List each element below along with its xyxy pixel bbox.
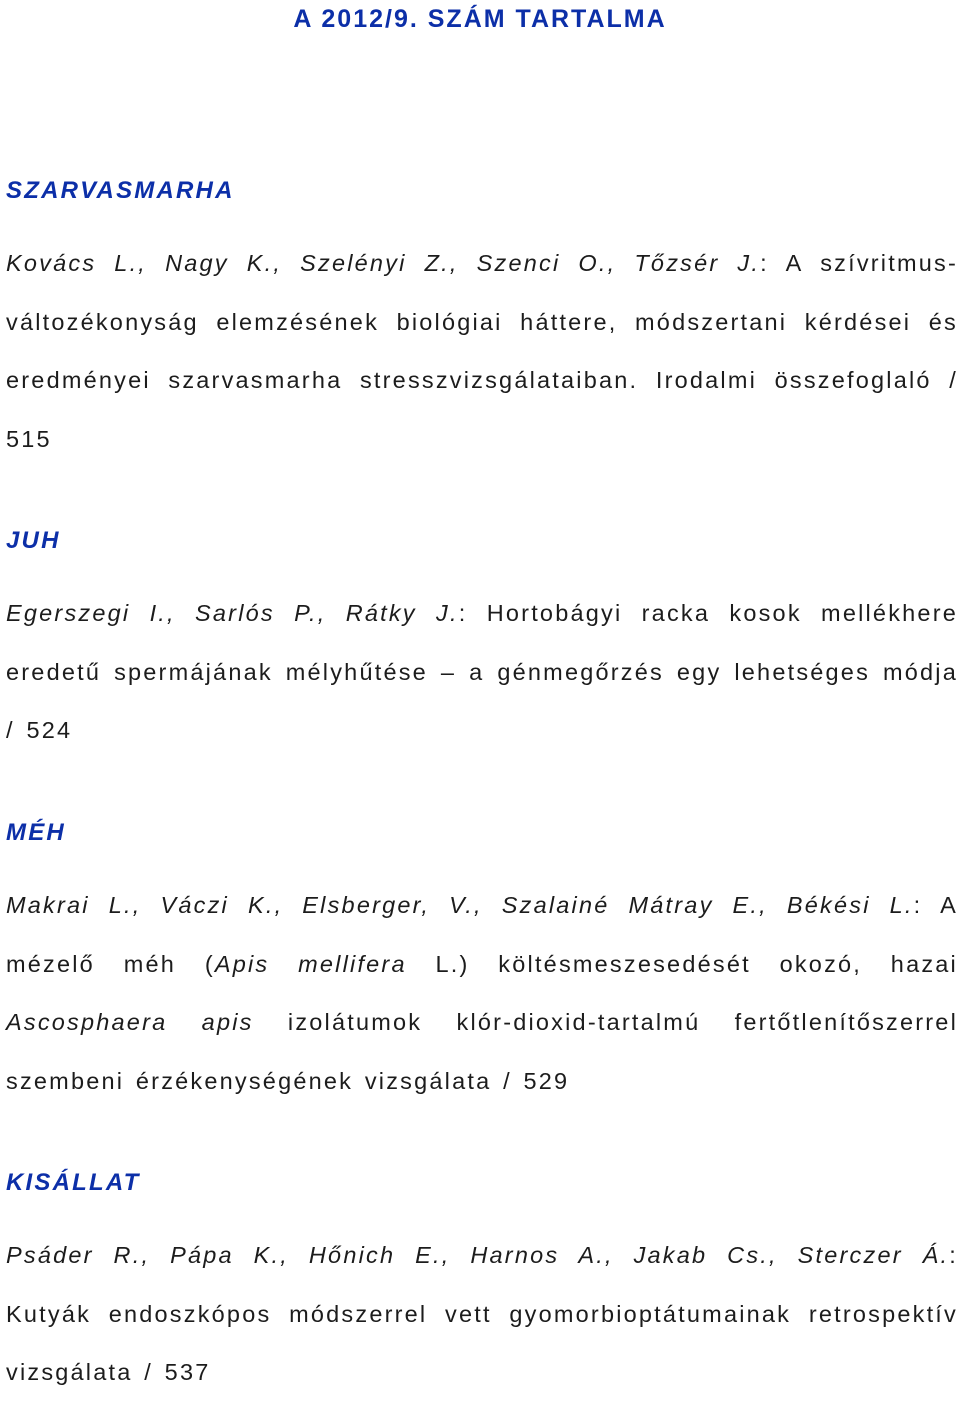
- species-name: Apis mellifera: [214, 950, 407, 977]
- species-name: Ascosphaera apis: [6, 1009, 254, 1035]
- entry-text-part3: izolátumok klór-dioxid-tartalmú fertőtlenítőszerrel szembeni érzékenységének vizsgálata / 529: [6, 1009, 958, 1094]
- entry-text: Kutyák endoszkópos módszerrel vett gyomorbioptátumainak retrospektív vizsgálata / 537: [6, 1300, 958, 1385]
- toc-entry: [6, 584, 958, 760]
- entry-authors: Makrai L., Váczi K., Elsberger, V., Szalainé Mátray E., Békési L.: [6, 892, 914, 918]
- section-heading: SZARVASMARHA: [6, 177, 235, 204]
- section-juh: [6, 526, 958, 760]
- toc-entry: [6, 1226, 958, 1402]
- section-kisallat: [6, 1168, 958, 1402]
- entry-text: Hortobágyi racka kosok mellékhere eredetű spermájának mélyhűtése – a génmegőrzés egy lehetséges módja / 524: [6, 600, 958, 743]
- section-meh: [6, 818, 958, 1110]
- entry-text-part1: A mézelő méh (: [6, 892, 958, 977]
- toc-entry: [6, 234, 958, 468]
- entry-separator: :: [458, 600, 487, 626]
- section-heading: JUH: [6, 527, 61, 554]
- entry-text: A szívritmus-változékonyság elemzésének biológiai háttere, módszertani kérdései és eredményei szarvasmarha stresszvizsgálataiban. Irodalmi összefoglaló / 515: [6, 250, 958, 452]
- entry-separator: :: [949, 1242, 958, 1268]
- section-szarvasmarha: [6, 176, 958, 468]
- document-title: A 2012/9. SZÁM TARTALMA: [293, 5, 667, 33]
- entry-text-part2: L.) költésmeszesedését okozó, hazai: [406, 950, 958, 977]
- entry-authors: Kovács L., Nagy K., Szelényi Z., Szenci O., Tőzsér J.: [6, 250, 761, 276]
- toc-entry: [6, 876, 958, 1110]
- section-heading: MÉH: [6, 819, 66, 846]
- entry-authors: Egerszegi I., Sarlós P., Rátky J.: [6, 600, 459, 626]
- entry-separator: :: [913, 892, 941, 918]
- section-heading: KISÁLLAT: [6, 1169, 141, 1196]
- entry-authors: Psáder R., Pápa K., Hőnich E., Harnos A., Jakab Cs., Sterczer Á.: [6, 1242, 950, 1268]
- entry-separator: :: [760, 250, 786, 276]
